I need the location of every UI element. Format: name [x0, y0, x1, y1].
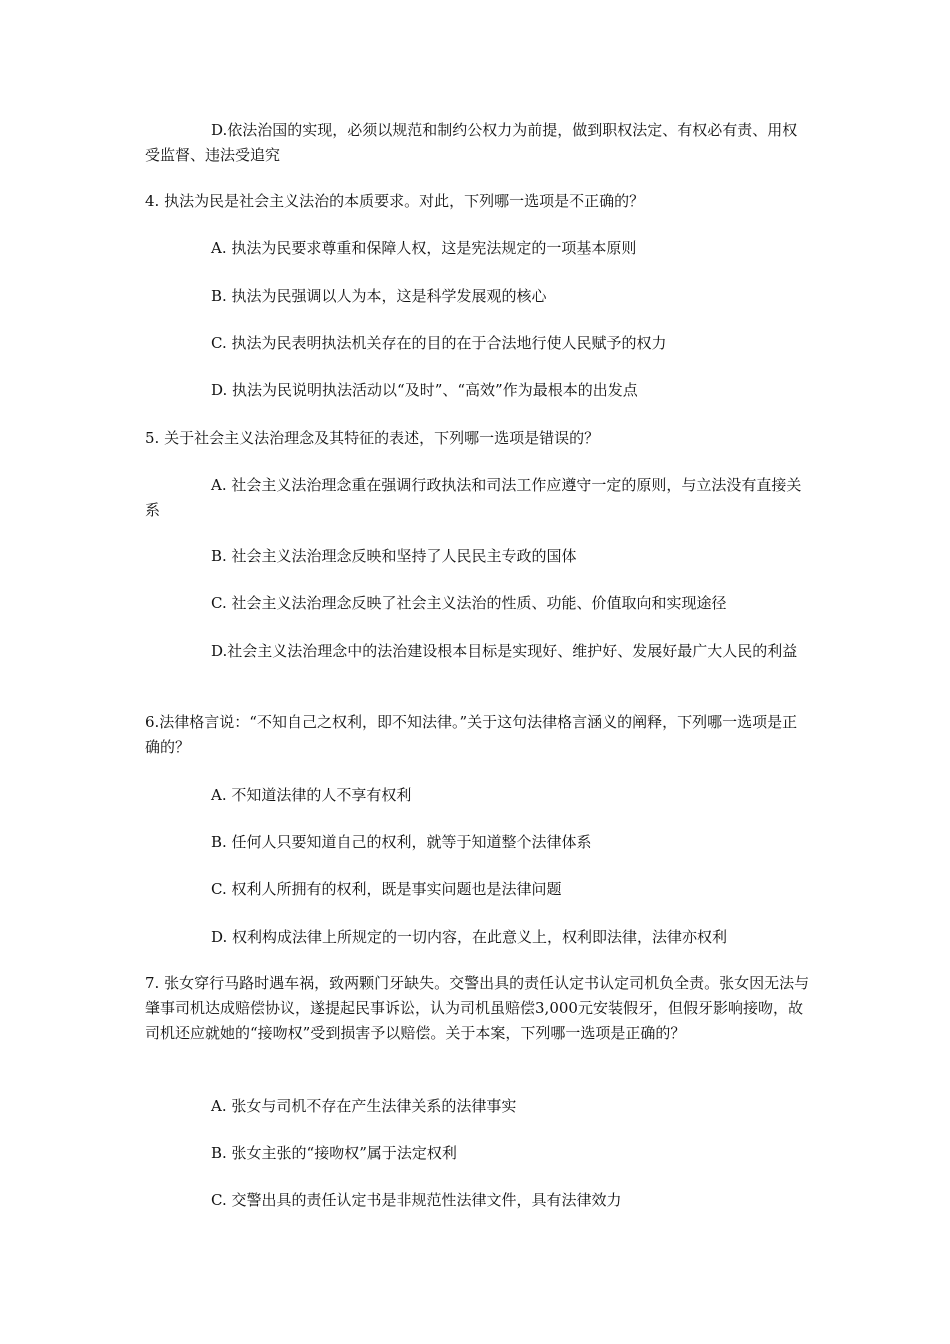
- option-7a: A. 张女与司机不存在产生法律关系的法律事实: [211, 1097, 517, 1115]
- option-3d: D.依法治国的实现，必须以规范和制约公权力为前提，做到职权法定、有权必有责、用权受监督、违法受追究: [145, 121, 798, 164]
- option-7b: B. 张女主张的“接吻权”属于法定权利: [211, 1144, 457, 1162]
- option-5c: C. 社会主义法治理念反映了社会主义法治的性质、功能、价值取向和实现途径: [211, 594, 727, 612]
- question-6: 6.法律格言说：“不知自己之权利，即不知法律。”关于这句法律格言涵义的阐释，下列哪一选项是正确的？: [145, 713, 798, 756]
- option-6a: A. 不知道法律的人不享有权利: [211, 786, 412, 804]
- option-4a: A. 执法为民要求尊重和保障人权，这是宪法规定的一项基本原则: [211, 239, 637, 257]
- question-4: 4. 执法为民是社会主义法治的本质要求。对此，下列哪一选项是不正确的？: [145, 192, 645, 210]
- option-6c: C. 权利人所拥有的权利，既是事实问题也是法律问题: [211, 880, 562, 898]
- question-5: 5. 关于社会主义法治理念及其特征的表述，下列哪一选项是错误的？: [145, 429, 600, 447]
- option-5a: A. 社会主义法治理念重在强调行政执法和司法工作应遵守一定的原则，与立法没有直接关系: [145, 476, 802, 519]
- option-4b: B. 执法为民强调以人为本，这是科学发展观的核心: [211, 287, 547, 305]
- option-7c: C. 交警出具的责任认定书是非规范性法律文件，具有法律效力: [211, 1191, 622, 1209]
- option-6d: D. 权利构成法律上所规定的一切内容，在此意义上，权利即法律，法律亦权利: [211, 928, 728, 946]
- option-4d: D. 执法为民说明执法活动以“及时”、“高效”作为最根本的出发点: [211, 381, 638, 399]
- option-5d: D.社会主义法治理念中的法治建设根本目标是实现好、维护好、发展好最广大人民的利益: [211, 642, 798, 660]
- option-6b: B. 任何人只要知道自己的权利，就等于知道整个法律体系: [211, 833, 592, 851]
- option-4c: C. 执法为民表明执法机关存在的目的在于合法地行使人民赋予的权力: [211, 334, 667, 352]
- question-7: 7. 张女穿行马路时遇车祸，致两颗门牙缺失。交警出具的责任认定书认定司机负全责。张女因无法与肇事司机达成赔偿协议，遂提起民事诉讼，认为司机虽赔偿3,000元安装假牙，但假牙影响接吻，故司机还应就她的“接吻权”受到损害予以赔偿。关于本案，下列哪一选项是正确的？: [145, 974, 810, 1042]
- option-5b: B. 社会主义法治理念反映和坚持了人民民主专政的国体: [211, 547, 577, 565]
